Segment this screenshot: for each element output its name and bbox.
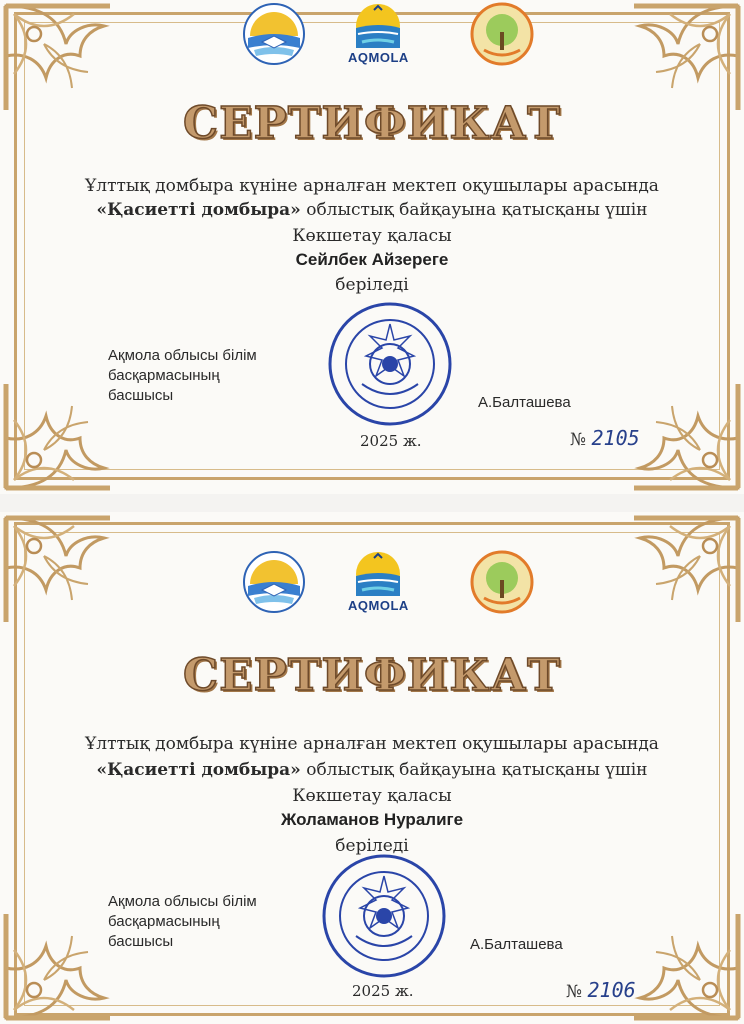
corner-ornament-icon (0, 374, 120, 494)
org-line-2: басқармасының (108, 367, 220, 384)
aqmola-logo-text: AQMOLA (348, 598, 409, 613)
issue-year: 2025 ж. (352, 982, 414, 1000)
certificate-1 (0, 0, 744, 494)
certificate-number (570, 426, 640, 450)
aqmola-daryny-logo-icon (470, 2, 534, 66)
official-seal-icon (326, 300, 454, 428)
number-value: 2105 (591, 426, 640, 450)
aqmola-logo-icon (354, 550, 402, 598)
event-description: Ұлттық домбыра күніне арналған мектеп оқушылары арасында (85, 176, 659, 196)
education-logo-icon (242, 550, 306, 614)
signer-name: А.Балташева (478, 394, 571, 411)
aqmola-logo-icon (354, 2, 402, 50)
contest-name: «Қасиетті домбыра» (96, 760, 301, 780)
city-name: Көкшетау қаласы (292, 786, 452, 806)
logo-row (0, 2, 744, 72)
contest-line (0, 760, 744, 780)
organization-title (108, 346, 308, 406)
org-line-2: басқармасының (108, 913, 220, 930)
city-name: Көкшетау қаласы (292, 226, 452, 246)
contest-line-rest: облыстық байқауына қатысқаны үшін (300, 200, 648, 220)
corner-ornament-icon (624, 904, 744, 1024)
organization-title (108, 892, 308, 952)
education-logo-icon (242, 2, 306, 66)
org-line-1: Ақмола облысы білім (108, 347, 257, 364)
recipient-name: Сейлбек Айзереге (295, 250, 449, 269)
aqmola-daryny-logo-icon (470, 550, 534, 614)
certificate-number (566, 978, 636, 1002)
certificate-2 (0, 512, 744, 1024)
logo-row (0, 550, 744, 620)
event-description: Ұлттық домбыра күніне арналған мектеп оқушылары арасында (85, 734, 659, 754)
certificate-title: СЕРТИФИКАТ (183, 98, 561, 149)
corner-ornament-icon (624, 374, 744, 494)
signer-name: А.Балташева (470, 936, 563, 953)
recipient-name: Жоламанов Нуралиге (280, 810, 464, 829)
number-value: 2106 (587, 978, 636, 1002)
official-seal-icon (320, 852, 448, 980)
org-line-1: Ақмола облысы білім (108, 893, 257, 910)
contest-line (0, 200, 744, 220)
issue-year: 2025 ж. (360, 432, 422, 450)
org-line-3: басшысы (108, 933, 174, 950)
contest-line-rest: облыстық байқауына қатысқаны үшін (300, 760, 648, 780)
number-label: № (566, 982, 583, 1002)
awarded-text: беріледі (335, 836, 409, 856)
number-label: № (570, 430, 587, 450)
contest-name: «Қасиетті домбыра» (96, 200, 301, 220)
corner-ornament-icon (0, 904, 120, 1024)
org-line-3: басшысы (108, 387, 174, 404)
awarded-text: беріледі (335, 275, 409, 295)
certificate-title: СЕРТИФИКАТ (183, 650, 561, 701)
aqmola-logo-text: AQMOLA (348, 50, 409, 65)
